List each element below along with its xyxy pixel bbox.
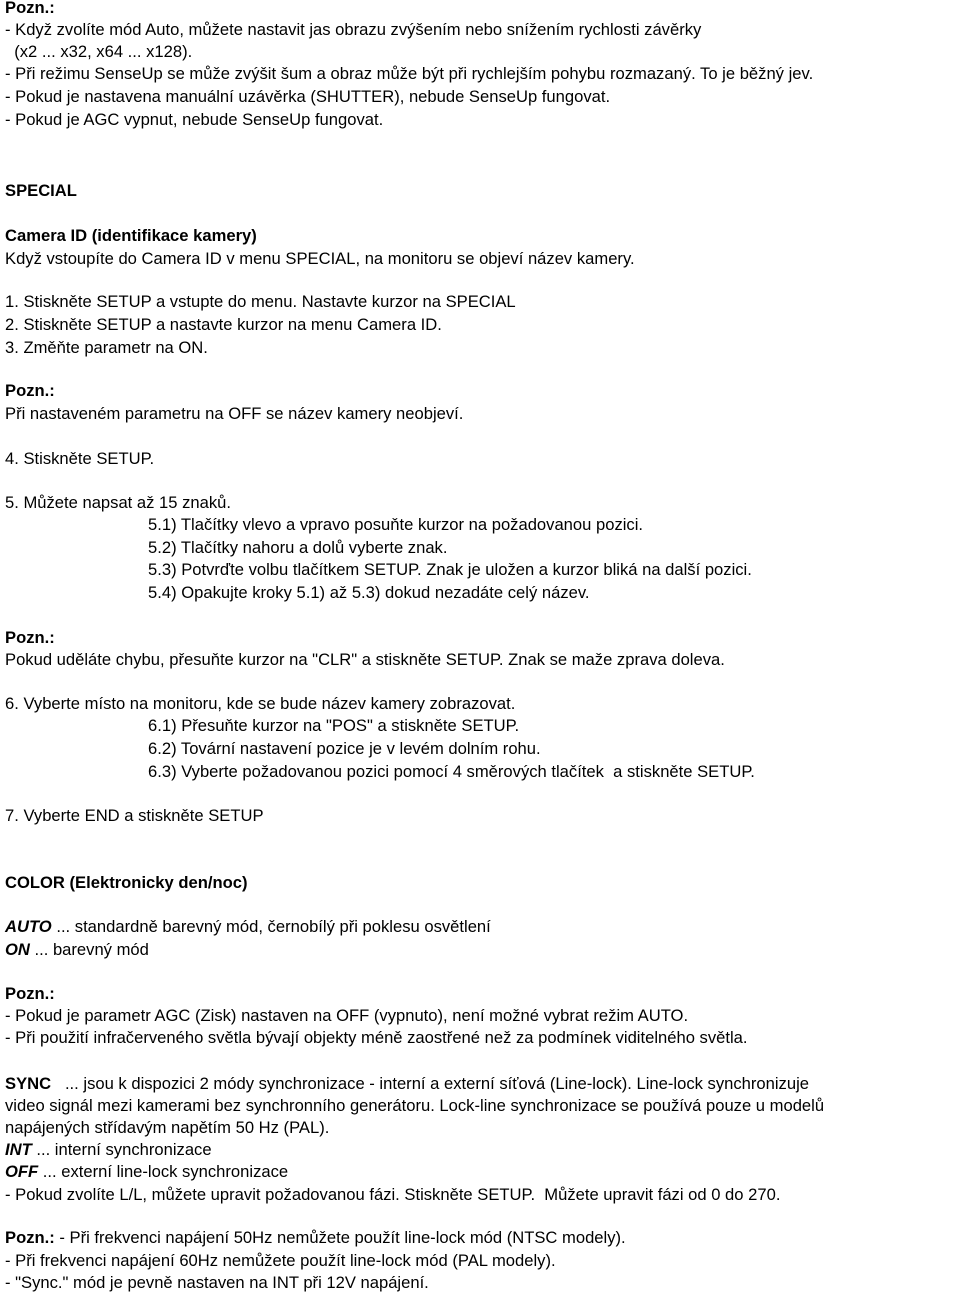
option-line-on xyxy=(5,940,149,960)
sub-list-item: 5.3) Potvrďte volbu tlačítkem SETUP. Znak je uložen a kurzor bliká na další pozici. xyxy=(148,560,752,579)
note-text: - Při frekvenci napájení 50Hz nemůžete použít line-lock mód (NTSC modely). xyxy=(54,1228,626,1247)
sub-list-item: 6.1) Přesuňte kurzor na "POS" a stiskněte SETUP. xyxy=(148,716,520,735)
sync-line: - Pokud zvolíte L/L, můžete upravit požadovanou fázi. Stiskněte SETUP. Můžete upravit fázi od 0 do 270. xyxy=(5,1185,781,1204)
option-text: ... barevný mód xyxy=(29,940,149,959)
note-line: (x2 ... x32, x64 ... x128). xyxy=(5,42,193,61)
sync-line: napájených střídavým napětím 50 Hz (PAL). xyxy=(5,1118,330,1137)
section-heading-special: SPECIAL xyxy=(5,181,77,200)
note-label: Pozn.: xyxy=(5,628,55,647)
sync-text: ... jsou k dispozici 2 módy synchronizace - interní a externí síťová (Line-lock). Line-lock synchronizuje xyxy=(51,1074,809,1093)
note-label: Pozn.: xyxy=(5,984,55,1003)
sub-list-item: 5.4) Opakujte kroky 5.1) až 5.3) dokud nezadáte celý název. xyxy=(148,583,590,602)
option-text: ... interní synchronizace xyxy=(31,1140,212,1159)
list-item: 6. Vyberte místo na monitoru, kde se bude název kamery zobrazovat. xyxy=(5,694,516,713)
subheading-camera-id: Camera ID (identifikace kamery) xyxy=(5,226,257,245)
note-line: - Při použití infračerveného světla bývají objekty méně zaostřené než za podmínek viditelného světla. xyxy=(5,1028,748,1047)
list-item: 1. Stiskněte SETUP a vstupte do menu. Nastavte kurzor na SPECIAL xyxy=(5,292,516,311)
list-item: 3. Změňte parametr na ON. xyxy=(5,338,208,357)
option-key: OFF xyxy=(5,1162,39,1181)
option-key: ON xyxy=(5,940,30,959)
option-line-auto xyxy=(5,917,491,937)
option-key: AUTO xyxy=(5,917,52,936)
sub-list-item: 6.2) Tovární nastavení pozice je v levém dolním rohu. xyxy=(148,739,541,758)
sub-list-item: 5.1) Tlačítky vlevo a vpravo posuňte kurzor na požadovanou pozici. xyxy=(148,515,644,534)
note-line: - Pokud je AGC vypnut, nebude SenseUp fungovat. xyxy=(5,110,384,129)
note-line: - Pokud je parametr AGC (Zisk) nastaven na OFF (vypnuto), není možné vybrat režim AUTO. xyxy=(5,1006,689,1025)
list-item: 7. Vyberte END a stiskněte SETUP xyxy=(5,806,264,825)
note-line: - Když zvolíte mód Auto, můžete nastavit jas obrazu zvýšením nebo snížením rychlosti závěrky xyxy=(5,20,702,39)
paragraph: Když vstoupíte do Camera ID v menu SPECIAL, na monitoru se objeví název kamery. xyxy=(5,249,635,268)
note-label: Pozn.: xyxy=(5,0,55,17)
note-text: Pokud uděláte chybu, přesuňte kurzor na "CLR" a stiskněte SETUP. Znak se maže zprava doleva. xyxy=(5,650,725,669)
list-item: 4. Stiskněte SETUP. xyxy=(5,449,155,468)
list-item: 5. Můžete napsat až 15 znaků. xyxy=(5,493,232,512)
option-text: ... standardně barevný mód, černobílý při poklesu osvětlení xyxy=(51,917,491,936)
note-label: Pozn.: xyxy=(5,381,55,400)
option-key: INT xyxy=(5,1140,32,1159)
sync-line xyxy=(5,1074,809,1094)
list-item: 2. Stiskněte SETUP a nastavte kurzor na menu Camera ID. xyxy=(5,315,442,334)
note-line: - Při režimu SenseUp se může zvýšit šum a obraz může být při rychlejším pohybu rozmazaný. To je běžný jev. xyxy=(5,64,814,83)
note-line xyxy=(5,1228,626,1248)
note-label: Pozn.: xyxy=(5,1228,55,1247)
option-line-off xyxy=(5,1162,288,1182)
option-text: ... externí line-lock synchronizace xyxy=(38,1162,289,1181)
note-line: - Pokud je nastavena manuální uzávěrka (SHUTTER), nebude SenseUp fungovat. xyxy=(5,87,611,106)
sub-list-item: 5.2) Tlačítky nahoru a dolů vyberte znak. xyxy=(148,538,448,557)
option-line-int xyxy=(5,1140,212,1160)
note-line: - "Sync." mód je pevně nastaven na INT při 12V napájení. xyxy=(5,1273,429,1292)
note-text: Při nastaveném parametru na OFF se název kamery neobjeví. xyxy=(5,404,464,423)
section-heading-color: COLOR (Elektronicky den/noc) xyxy=(5,873,248,892)
note-line: - Při frekvenci napájení 60Hz nemůžete použít line-lock mód (PAL modely). xyxy=(5,1251,556,1270)
sub-list-item: 6.3) Vyberte požadovanou pozici pomocí 4 směrových tlačítek a stiskněte SETUP. xyxy=(148,762,755,781)
sync-key: SYNC xyxy=(5,1074,52,1093)
sync-line: video signál mezi kamerami bez synchronního generátoru. Lock-line synchronizace se používá pouze u modelů xyxy=(5,1096,825,1115)
